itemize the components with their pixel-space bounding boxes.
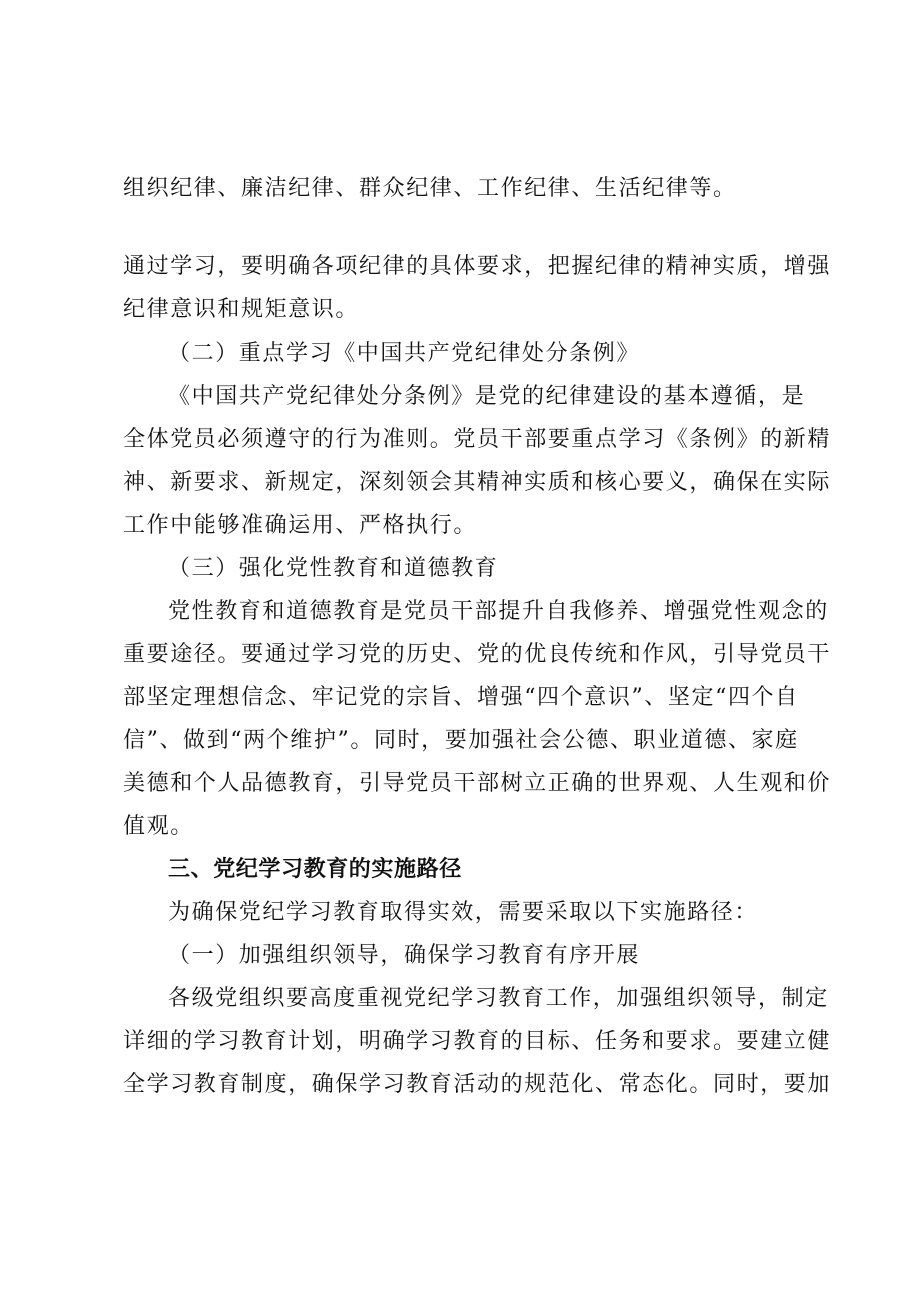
paragraph-line: 《中国共产党纪律处分条例》是党的纪律建设的基本遵循，是 — [168, 384, 806, 409]
paragraph-line: 美德和个人品德教育，引导党员干部树立正确的世界观、人生观和价 — [123, 771, 832, 796]
paragraph-line: 纪律意识和规矩意识。 — [123, 297, 360, 322]
paragraph-line: 详细的学习教育计划，明确学习教育的目标、任务和要求。要建立健 — [123, 1029, 832, 1054]
paragraph-line: 信”、做到“两个维护”。同时，要加强社会公德、职业道德、家庭 — [123, 728, 799, 753]
paragraph-line: 全体党员必须遵守的行为准则。党员干部要重点学习《条例》的新精 — [123, 427, 832, 452]
paragraph-line: 值观。 — [123, 814, 194, 839]
paragraph-line: 工作中能够准确运用、严格执行。 — [123, 513, 478, 538]
paragraph-line: 重要途径。要通过学习党的历史、党的优良传统和作风，引导党员干 — [123, 642, 832, 667]
section-subheading: （一）加强组织领导，确保学习教育有序开展 — [168, 943, 641, 968]
paragraph-line: 通过学习，要明确各项纪律的具体要求，把握纪律的精神实质，增强 — [123, 254, 832, 279]
paragraph-line: 为确保党纪学习教育取得实效，需要采取以下实施路径： — [168, 900, 759, 925]
paragraph-line: 神、新要求、新规定，深刻领会其精神实质和核心要义，确保在实际 — [123, 470, 832, 495]
paragraph-line: 党性教育和道德教育是党员干部提升自我修养、增强党性观念的 — [168, 599, 829, 624]
paragraph-line: 全学习教育制度，确保学习教育活动的规范化、常态化。同时，要加 — [123, 1072, 832, 1097]
section-subheading: （二）重点学习《中国共产党纪律处分条例》 — [168, 341, 641, 366]
paragraph-line: 组织纪律、廉洁纪律、群众纪律、工作纪律、生活纪律等。 — [123, 176, 737, 201]
paragraph-line: 各级党组织要高度重视党纪学习教育工作，加强组织领导，制定 — [168, 986, 829, 1011]
section-heading: 三、党纪学习教育的实施路径 — [168, 857, 462, 882]
paragraph-line: 部坚定理想信念、牢记党的宗旨、增强“四个意识”、坚定“四个自 — [123, 685, 799, 710]
section-subheading: （三）强化党性教育和道德教育 — [168, 556, 499, 581]
